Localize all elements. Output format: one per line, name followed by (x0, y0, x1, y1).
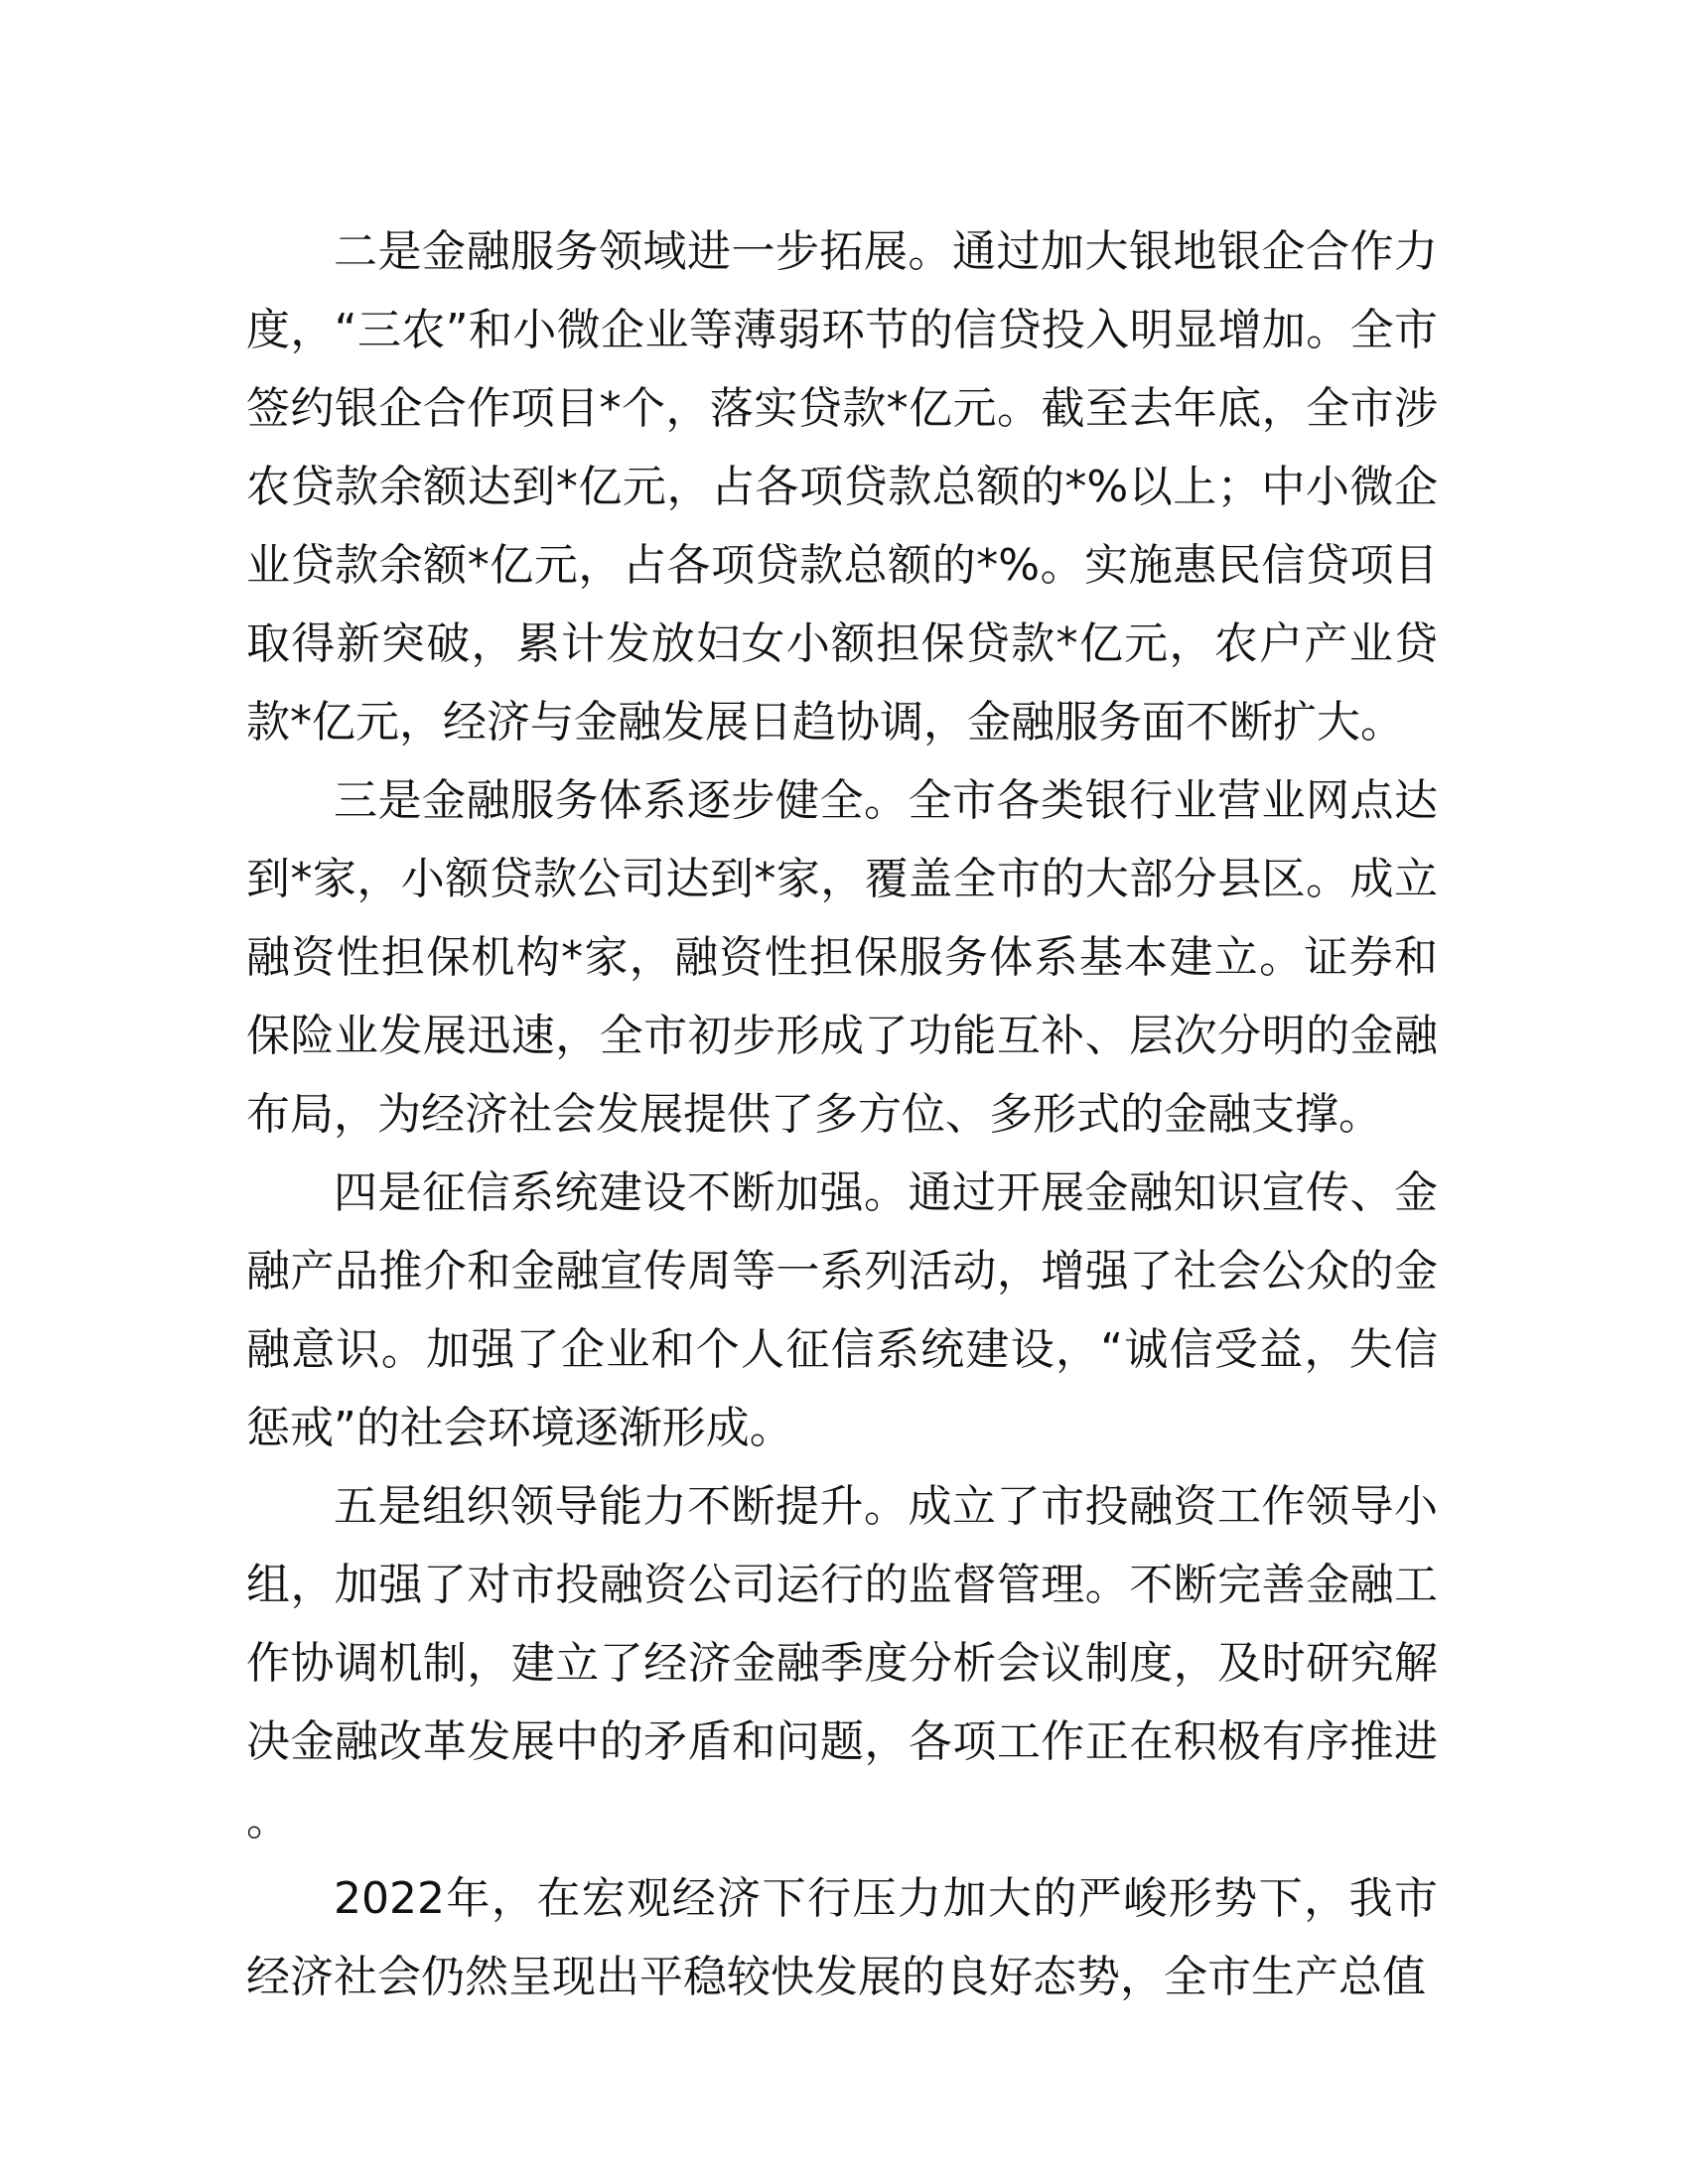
paragraph-financial-service-system: 三是金融服务体系逐步健全。全市各类银行业营业网点达到*家，小额贷款公司达到*家，覆盖全市的大部分县区。成立融资性担保机构*家，融资性担保服务体系基本建立。证券和保险业发展迅速，全市初步形成了功能互补、层次分明的金融布局，为经济社会发展提供了多方位、多形式的金融支撑。 (246, 775, 1438, 1140)
paragraph-financial-service-expansion: 二是金融服务领域进一步拓展。通过加大银地银企合作力度，“三农”和小微企业等薄弱环节的信贷投入明显增加。全市签约银企合作项目*个，落实贷款*亿元。截至去年底，全市涉农贷款余额达到*亿元，占各项贷款总额的*%以上；中小微企业贷款余额*亿元，占各项贷款总额的*%。实施惠民信贷项目取得新突破，累计发放妇女小额担保贷款*亿元，农户产业贷款*亿元，经济与金融发展日趋协调，金融服务面不断扩大。 (246, 226, 1438, 748)
document-body (246, 212, 1438, 2016)
paragraph-organizational-leadership: 五是组织领导能力不断提升。成立了市投融资工作领导小组，加强了对市投融资公司运行的监督管理。不断完善金融工作协调机制，建立了经济金融季度分析会议制度，及时研究解决金融改革发展中的矛盾和问题，各项工作正在积极有序推进。 (246, 1481, 1438, 1845)
paragraph-credit-system-construction: 四是征信系统建设不断加强。通过开展金融知识宣传、金融产品推介和金融宣传周等一系列活动，增强了社会公众的金融意识。加强了企业和个人征信系统建设，“诚信受益，失信惩戒”的社会环境逐渐形成。 (246, 1167, 1438, 1453)
paragraph-2022-economic-situation: 2022年，在宏观经济下行压力加大的严峻形势下，我市经济社会仍然呈现出平稳较快发展的良好态势，全市生产总值 (246, 1873, 1438, 2002)
